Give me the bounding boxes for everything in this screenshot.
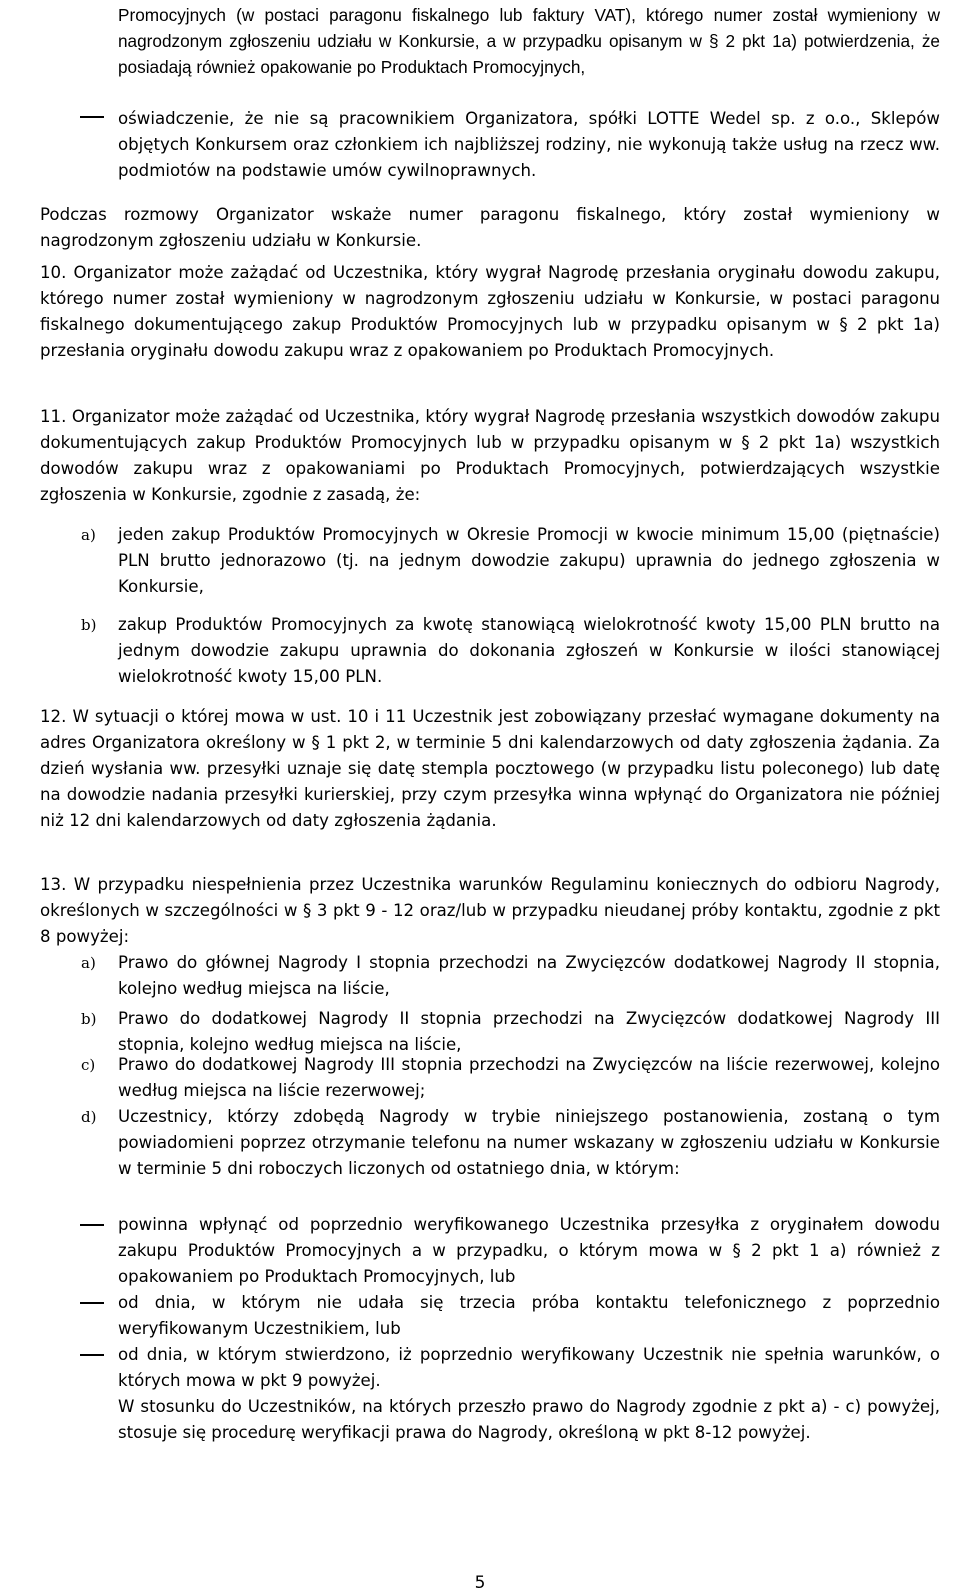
item-13-dash-1: powinna wpłynąć od poprzednio weryfikowanego Uczestnika przesyłka z oryginałem dowodu zakupu Produktów Promocyjnych a w przypadku, o którym mowa w § 2 pkt 1 a) również z opakowaniem po Produktach Promocyjnych, lub <box>118 1215 940 1286</box>
item-12-number: 12. <box>40 707 67 726</box>
item-10-number: 10. <box>40 263 67 282</box>
item-10 <box>40 260 940 364</box>
item-13-letter-b: b) <box>81 1010 97 1028</box>
item-11-letter-a: a) <box>81 526 96 544</box>
item-13-sub-b: Prawo do dodatkowej Nagrody II stopnia przechodzi na Zwycięzców dodatkowej Nagrody III stopnia, kolejno według miejsca na liście, <box>118 1009 940 1054</box>
item-13-dash-3: od dnia, w którym stwierdzono, iż poprzednio weryfikowany Uczestnik nie spełnia warunków, o których mowa w pkt 9 powyżej. <box>118 1345 940 1390</box>
item-13-closing: W stosunku do Uczestników, na których przeszło prawo do Nagrody zgodnie z pkt a) - c) powyżej, stosuje się procedurę weryfikacji prawa do Nagrody, określoną w pkt 8-12 powyżej. <box>118 1397 940 1442</box>
continuation-paragraph: Promocyjnych (w postaci paragonu fiskalnego lub faktury VAT), którego numer został wymieniony w nagrodzonym zgłoszeniu udziału w Konkursie, a w przypadku opisanym w § 2 pkt 1a) potwierdzenia, że posiadają również opakowanie po Produktach Promocyjnych, <box>118 5 940 77</box>
item-12 <box>40 704 940 834</box>
dash-bullet <box>80 1354 104 1356</box>
declaration-bullet: oświadczenie, że nie są pracownikiem Organizatora, spółki LOTTE Wedel sp. z o.o., Sklepów objętych Konkursem oraz członkiem ich najbliższej rodziny, nie wykonują także usług na rzecz ww. podmiotów na podstawie umów cywilnoprawnych. <box>118 109 940 180</box>
item-12-text: 12. W sytuacji o której mowa w ust. 10 i 11 Uczestnik jest zobowiązany przesłać wymagane dokumenty na adres Organizatora określony w § 1 pkt 2, w terminie 5 dni kalendarzowych od daty zgłoszenia żądania. Za dzień wysłania ww. przesyłki uznaje się datę stempla pocztowego (w przypadku listu poleconego) lub datę na dowodzie nadania przesyłki kurierskiej, przy czym przesyłka winna wpłynąć do Organizatora nie później niż 12 dni kalendarzowych od daty zgłoszenia żądania. <box>40 707 940 830</box>
item-11-number: 11. <box>40 407 67 426</box>
item-13-text: 13. W przypadku niespełnienia przez Uczestnika warunków Regulaminu koniecznych do odbioru Nagrody, określonych w szczególności w § 3 pkt 9 - 12 oraz/lub w przypadku nieudanej próby kontaktu, zgodnie z pkt 8 powyżej: <box>40 875 941 946</box>
dash-bullet <box>80 116 104 118</box>
item-10-text: 10. Organizator może zażądać od Uczestnika, który wygrał Nagrodę przesłania oryginału dowodu zakupu, którego numer został wymieniony w nagrodzonym zgłoszeniu udziału w Konkursie, w postaci paragonu fiskalnego dokumentującego zakup Produktów Promocyjnych lub w przypadku opisanym w § 2 pkt 1a) przesłania oryginału dowodu zakupu wraz z opakowaniem po Produktach Promocyjnych. <box>40 263 940 360</box>
item-13-letter-a: a) <box>81 954 96 972</box>
item-13-number: 13. <box>40 875 67 894</box>
item-13-letter-c: c) <box>81 1056 96 1074</box>
dash-bullet <box>80 1302 104 1304</box>
item-13-letter-d: d) <box>81 1108 97 1126</box>
item-11-text: 11. Organizator może zażądać od Uczestnika, który wygrał Nagrodę przesłania wszystkich dowodów zakupu dokumentujących zakup Produktów Promocyjnych lub w przypadku opisanym w § 2 pkt 1a) wszystkich dowodów zakupu wraz z opakowaniami po Produktach Promocyjnych, potwierdzających wszystkie zgłoszenia w Konkursie, zgodnie z zasadą, że: <box>40 407 940 504</box>
item-13-sub-a: Prawo do głównej Nagrody I stopnia przechodzi na Zwycięzców dodatkowej Nagrody II stopnia, kolejno według miejsca na liście, <box>118 953 940 998</box>
item-13-dash-2: od dnia, w którym nie udała się trzecia próba kontaktu telefonicznego z poprzednio weryfikowanym Uczestnikiem, lub <box>118 1293 940 1338</box>
item-13-sub-c: Prawo do dodatkowej Nagrody III stopnia przechodzi na Zwycięzców na liście rezerwowej, kolejno według miejsca na liście rezerwowej; <box>118 1055 940 1100</box>
dash-bullet <box>80 1224 104 1226</box>
item-11-sub-a: jeden zakup Produktów Promocyjnych w Okresie Promocji w kwocie minimum 15,00 (piętnaście) PLN brutto jednorazowo (tj. na jednym dowodzie zakupu) uprawnia do jednego zgłoszenia w Konkursie, <box>118 525 940 596</box>
item-13 <box>40 872 940 950</box>
receipt-paragraph: Podczas rozmowy Organizator wskaże numer paragonu fiskalnego, który został wymieniony w nagrodzonym zgłoszeniu udziału w Konkursie. <box>40 205 940 250</box>
item-11-letter-b: b) <box>81 616 97 634</box>
item-11-sub-b: zakup Produktów Promocyjnych za kwotę stanowiącą wielokrotność kwoty 15,00 PLN brutto na jednym dowodzie zakupu uprawnia do dokonania zgłoszeń w Konkursie w ilości stanowiącej wielokrotność kwoty 15,00 PLN. <box>118 615 940 686</box>
item-13-sub-d: Uczestnicy, którzy zdobędą Nagrody w trybie niniejszego postanowienia, zostaną o tym powiadomieni poprzez otrzymanie telefonu na numer wskazany w zgłoszeniu udziału w Konkursie w terminie 5 dni roboczych liczonych od ostatniego dnia, w którym: <box>118 1107 940 1178</box>
item-11 <box>40 404 940 508</box>
page-number: 5 <box>474 1573 486 1593</box>
